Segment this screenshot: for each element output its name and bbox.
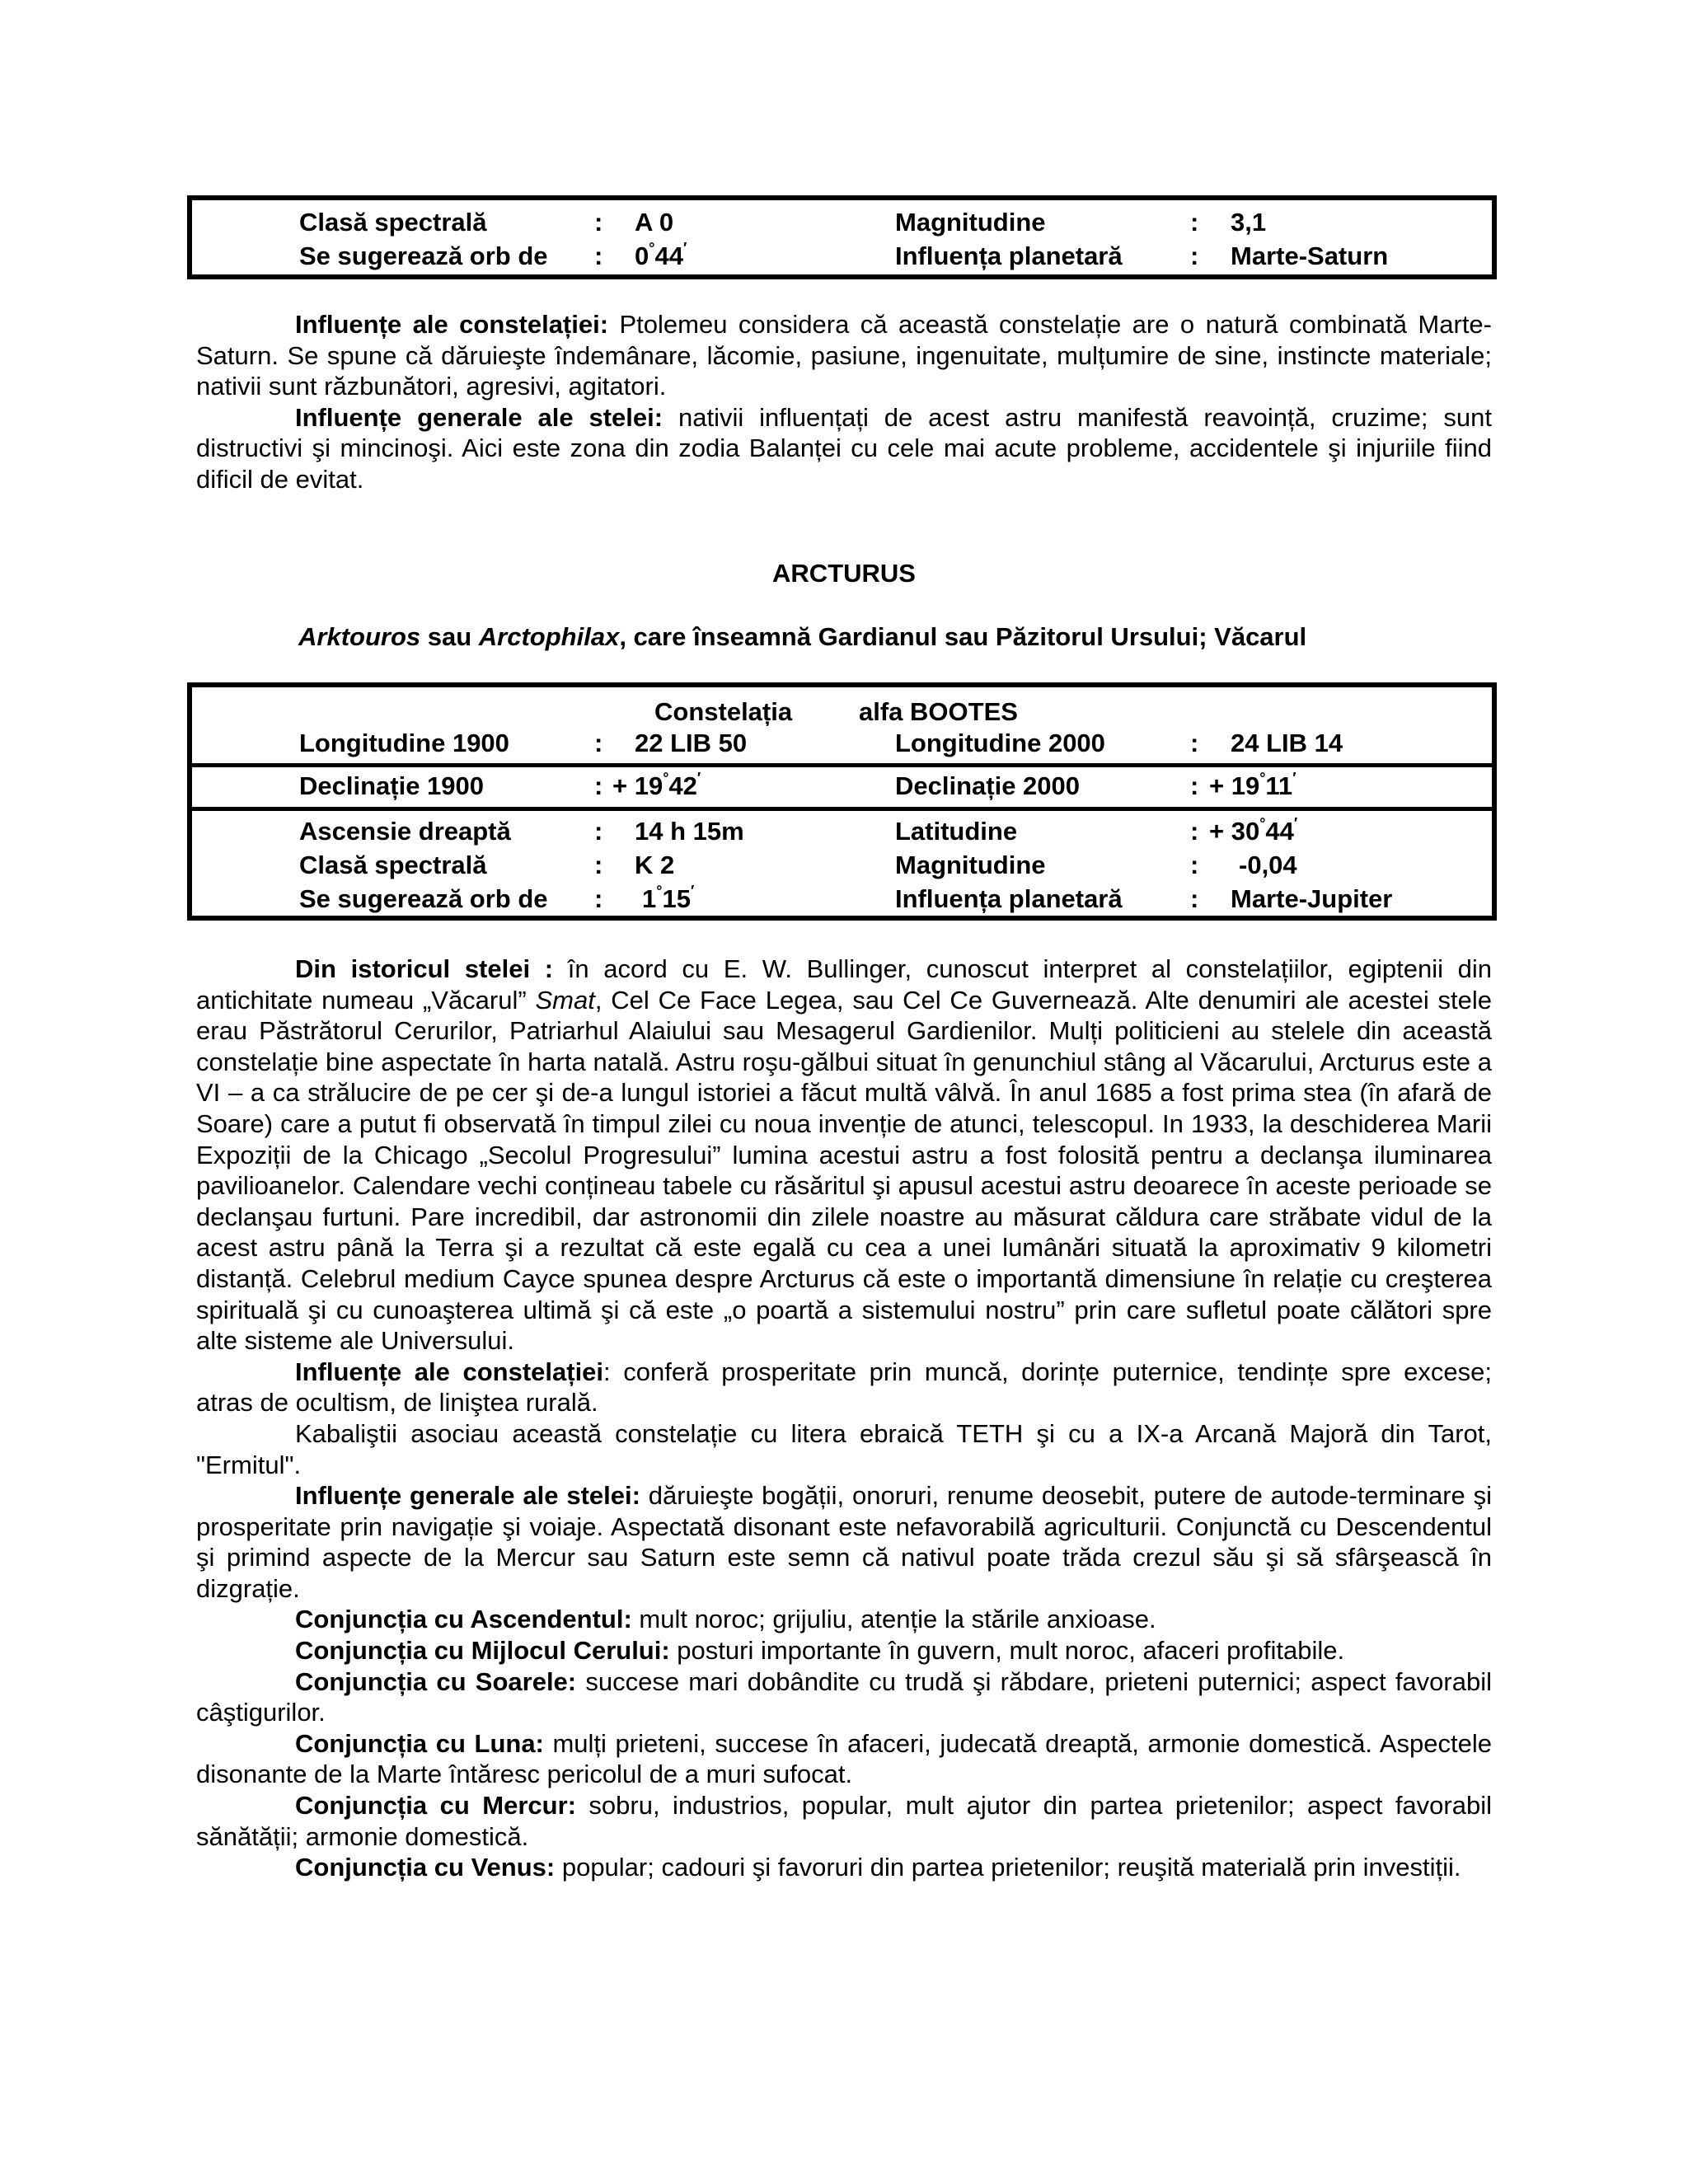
paragraph: [196, 309, 1492, 402]
table-cell: :: [594, 771, 603, 800]
table-cell: :: [594, 241, 603, 270]
paragraph-label: Influențe generale ale stelei:: [295, 402, 663, 432]
table-divider: [192, 763, 1492, 767]
paragraph-label: Conjuncția cu Venus:: [295, 1853, 556, 1882]
paragraph-label: Influențe ale constelației: [295, 1357, 604, 1386]
paragraph-text: : conferă prosperitate prin muncă, dorințe puternice, tendințe spre excese; atras de ocultism, de liniştea rurală.: [196, 1357, 1492, 1418]
paragraph-text-italic: Smat: [535, 985, 595, 1015]
section-constellation-text: [196, 309, 1492, 495]
paragraph-constellation-influence: [196, 1357, 1492, 1418]
paragraph-label: Conjuncția cu Mercur:: [295, 1791, 576, 1821]
paragraph-history: [196, 954, 1492, 1357]
table-cell: Declinație 2000: [895, 771, 1081, 800]
arcturus-body-text: [196, 954, 1492, 1883]
table-cell: Magnitudine: [895, 851, 1046, 879]
table-cell: :: [1190, 241, 1199, 270]
table-cell: + 30°44′: [1209, 815, 1298, 846]
paragraph-text: în acord cu E. W. Bullinger, cunoscut interpret al constelațiilor, egiptenii din antichitate numeau „Văcarul”: [196, 954, 1493, 1015]
arcturus-data-table: [187, 682, 1497, 921]
table-cell: 0°44′: [635, 240, 687, 270]
table-cell: Ascensie dreaptă: [299, 817, 511, 846]
table-cell: Longitudine 2000: [895, 729, 1105, 757]
table-cell: Clasă spectrală: [299, 851, 487, 879]
top-star-data-table: [187, 195, 1497, 279]
subtitle-text: sau: [420, 622, 479, 651]
table-cell: 3,1: [1231, 208, 1267, 237]
table-cell: Marte-Jupiter: [1231, 884, 1393, 913]
table-cell: :: [1190, 208, 1199, 237]
constellation-label: Constelația: [654, 697, 793, 726]
paragraph-conjunction: [196, 1666, 1492, 1728]
paragraph-label: Conjuncția cu Luna:: [295, 1728, 544, 1758]
paragraph-text: mult noroc; grijuliu, atenție la stările anxioase.: [631, 1605, 1156, 1634]
star-subtitle: [298, 622, 1306, 652]
table-row: [192, 848, 1492, 883]
subtitle-name: Arctophilax: [478, 622, 620, 651]
star-title: ARCTURUS: [772, 559, 916, 588]
table-cell: + 19°11′: [1209, 770, 1296, 800]
table-row: [192, 769, 1492, 804]
table-cell: K 2: [635, 851, 675, 879]
table-cell: :: [1190, 851, 1199, 879]
table-cell: :: [594, 208, 603, 237]
table-cell: -0,04: [1239, 851, 1297, 879]
table-row: [192, 726, 1492, 761]
paragraph: [196, 402, 1492, 495]
table-cell: Influența planetară: [895, 241, 1123, 270]
table-cell: :: [1190, 771, 1199, 800]
paragraph-kabbalah: Kabaliştii asociau această constelație cu litera ebraică TETH şi cu a IX-a Arcană Majoră din Tarot, "Ermitul".: [196, 1418, 1492, 1479]
paragraph-conjunction: [196, 1604, 1492, 1635]
paragraph-text: Ptolemeu considera că această constelație are o natură combinată Marte-Saturn. Se spune că dăruieşte îndemânare, lăcomie, pasiune, ingenuitate, mulțumire de sine, instincte materiale; nativii sunt răzbunători, agresivi, agitatori.: [196, 310, 1492, 401]
paragraph-text: mulți prieteni, succese în afaceri, judecată dreaptă, armonie domestică. Aspectele disonante de la Marte întăresc pericolul de a muri sufocat.: [196, 1728, 1492, 1789]
table-cell: Clasă spectrală: [299, 208, 487, 237]
table-cell: Declinație 1900: [299, 771, 485, 800]
paragraph-text: dăruieşte bogății, onoruri, renume deosebit, putere de autode-terminare şi prosperitate prin navigație şi voiaje. Aspectată disonant este nefavorabilă agriculturii. Conjunctă cu Descendentul şi primind aspecte de la Mercur sau Saturn este semn că nativul poate trăda crezul său şi să sfârşească în dizgrație.: [196, 1481, 1492, 1603]
subtitle-text: , care înseamnă Gardianul sau Păzitorul Ursului; Văcarul: [619, 622, 1307, 651]
table-divider: [192, 807, 1492, 811]
paragraph-text: popular; cadouri şi favoruri din partea prietenilor; reuşită materială prin investiții.: [555, 1853, 1461, 1882]
paragraph-text: nativii influențați de acest astru manifestă reavoință, cruzime; sunt distructivi şi mincinoşi. Aici este zona din zodia Balanței cu cele mai acute probleme, accidentele şi injuriile fiind dificil de evitat.: [196, 402, 1492, 494]
constellation-value: alfa BOOTES: [859, 697, 1018, 726]
table-cell: + 19°42′: [612, 770, 701, 800]
paragraph-text: succese mari dobândite cu trudă şi răbdare, prieteni puternici; aspect favorabil câştigurilor.: [196, 1666, 1492, 1727]
table-cell: 24 LIB 14: [1231, 729, 1343, 757]
table-cell: Se sugerează orb de: [299, 241, 548, 270]
subtitle-name: Arktouros: [298, 622, 421, 651]
table-row: [192, 695, 1492, 729]
table-row: [192, 205, 1492, 240]
paragraph-label: Conjuncția cu Ascendentul:: [295, 1605, 632, 1634]
table-cell: Marte-Saturn: [1231, 241, 1389, 270]
table-cell: Magnitudine: [895, 208, 1046, 237]
paragraph-conjunction: [196, 1728, 1492, 1790]
paragraph-conjunction: [196, 1635, 1492, 1666]
table-cell: :: [594, 729, 603, 757]
table-cell: :: [1190, 729, 1199, 757]
paragraph-text: posturi importante în guvern, mult noroc, afaceri profitabile.: [669, 1636, 1345, 1666]
table-row: [192, 239, 1492, 274]
table-cell: :: [594, 851, 603, 879]
table-cell: :: [1190, 817, 1199, 846]
paragraph-conjunction: [196, 1852, 1492, 1883]
paragraph-star-influence: [196, 1480, 1492, 1604]
paragraph-label: Conjuncția cu Soarele:: [295, 1666, 577, 1696]
table-cell: Influența planetară: [895, 884, 1123, 913]
paragraph-label: Din istoricul stelei :: [295, 954, 554, 983]
paragraph-text: sobru, industrios, popular, mult ajutor din partea prietenilor; aspect favorabil sănătății; armonie domestică.: [196, 1791, 1492, 1851]
table-cell: 14 h 15m: [635, 817, 744, 846]
paragraph-conjunction: [196, 1790, 1492, 1852]
table-cell: Se sugerează orb de: [299, 884, 548, 913]
table-cell: :: [1190, 884, 1199, 913]
table-cell: Latitudine: [895, 817, 1018, 846]
paragraph-text: , Cel Ce Face Legea, sau Cel Ce Guvernează. Alte denumiri ale acestei stele erau Păstrătorul Cerurilor, Patriarhul Alaiului sau Mesagerul Gardienilor. Mulți politicieni au stelele din această constelație bine aspectate în harta natală. Astru roşu-gălbui situat în genunchiul stâng al Văcarului, Arcturus este a VI – a ca strălucire de pe cer şi de-a lungul istoriei a făcut multă vâlvă. În anul 1685 a fost prima stea (în afară de Soare) care a putut fi observată în timpul zilei cu noua invenție de atunci, telescopul. In 1933, la deschiderea Marii Expoziții de la Chicago „Secolul Progresului” lumina acestui astru a fost folosită pentru a declanşa iluminarea pavilioanelor. Calendare vechi conțineau tabele cu răsăritul şi apusul acestui astru deoarece în aceste perioade se declanşau furtuni. Pare incredibil, dar astronomii din zilele noastre au măsurat căldura care străbate vidul de la acest astru până la Terra şi a rezultat că este egală cu cea a unei lumânări situată la aproximativ 9 kilometri distanță. Celebrul medium Cayce spunea despre Arcturus că este o importantă dimensiune în relație cu creşterea spirituală şi cu cunoaşterea ultimă şi că este „o poartă a sistemului nostru” prin care sufletul poate călători spre alte sisteme ale Universului.: [196, 985, 1492, 1356]
table-cell: A 0: [635, 208, 674, 237]
paragraph-label: Influențe generale ale stelei:: [295, 1481, 640, 1511]
table-row: [192, 814, 1492, 849]
table-row: [192, 882, 1492, 916]
table-cell: 22 LIB 50: [635, 729, 748, 757]
paragraph-label: Conjuncția cu Mijlocul Cerului:: [295, 1636, 670, 1666]
table-cell: Longitudine 1900: [299, 729, 509, 757]
table-cell: :: [594, 817, 603, 846]
table-cell: :: [594, 884, 603, 913]
table-cell: 1°15′: [642, 883, 695, 913]
paragraph-label: Influențe ale constelației:: [295, 310, 609, 339]
